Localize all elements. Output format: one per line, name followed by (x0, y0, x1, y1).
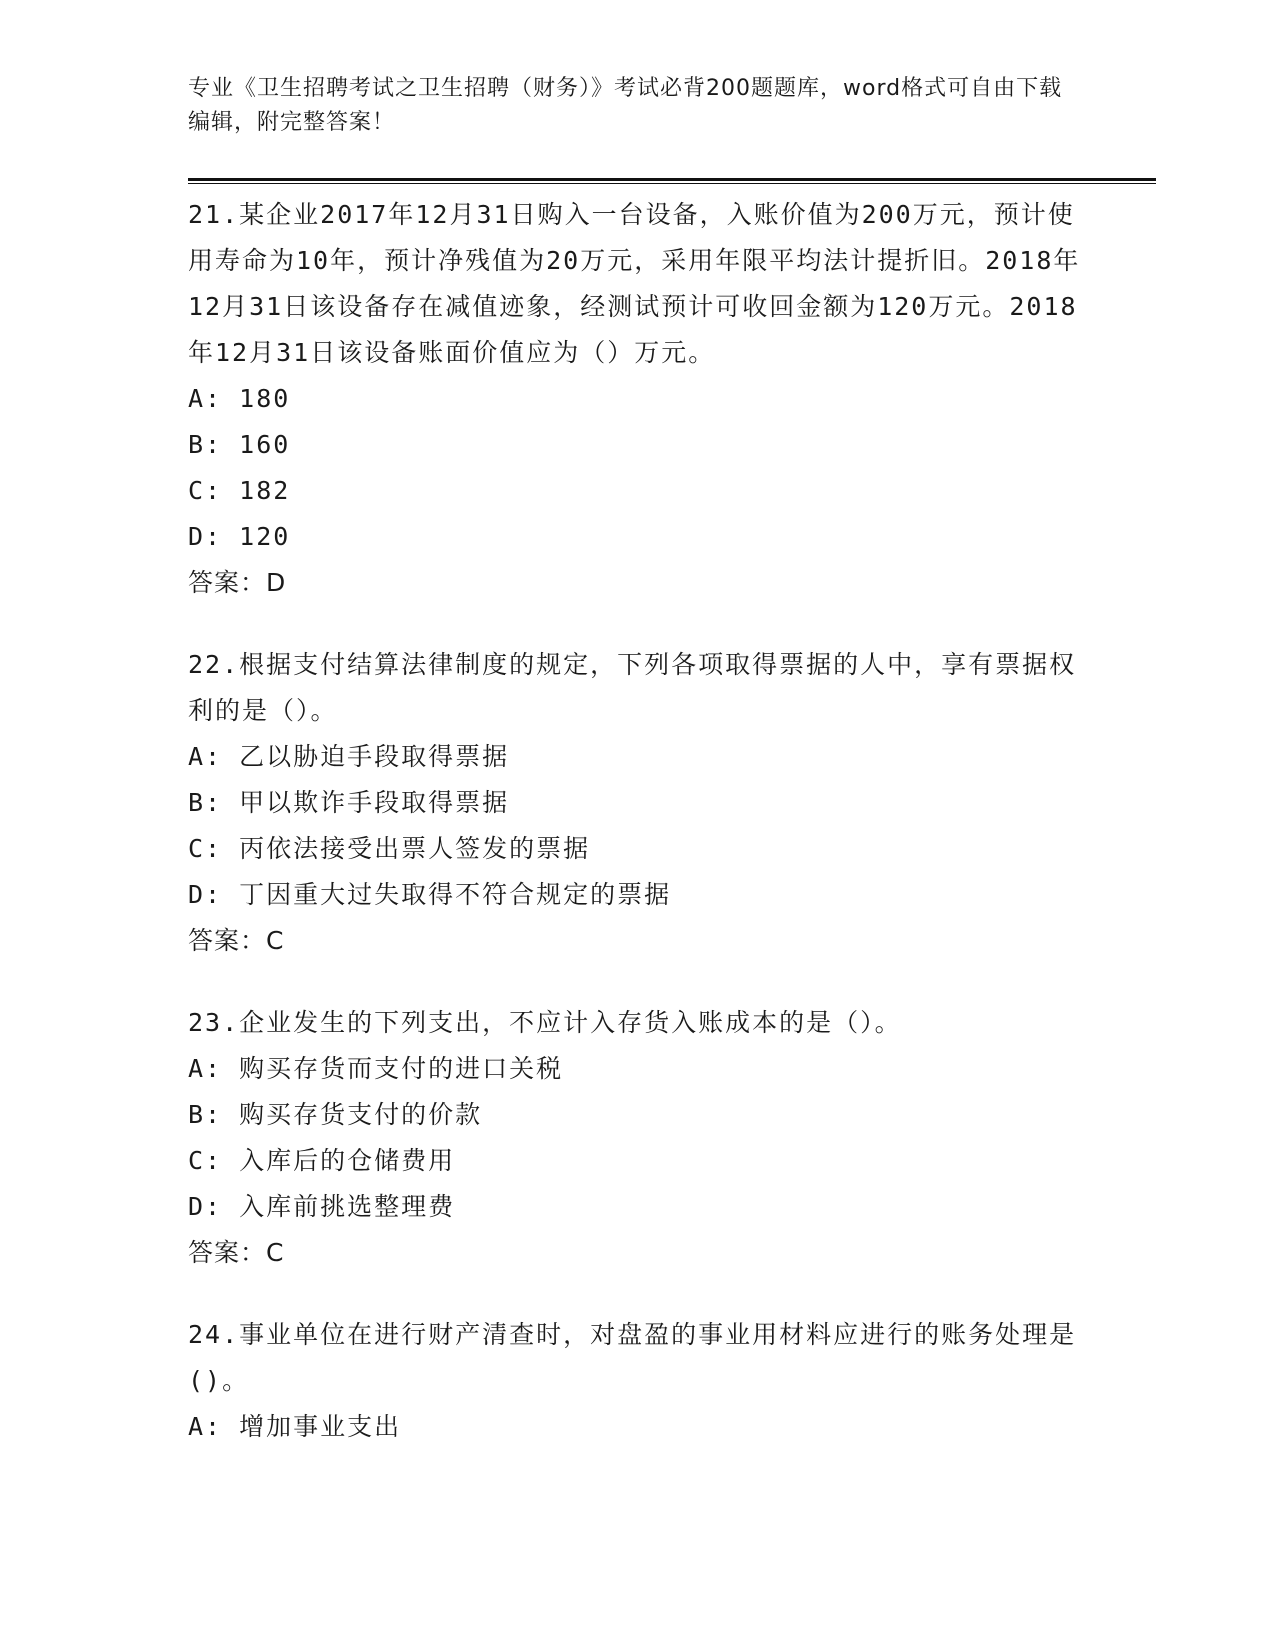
question-stem: 24.事业单位在进行财产清查时，对盘盈的事业用材料应进行的账务处理是()。 (188, 1320, 1077, 1395)
option-c: C: 入库后的仓储费用 (188, 1146, 456, 1175)
option-a: A: 乙以胁迫手段取得票据 (188, 742, 510, 771)
document-header: 专业《卫生招聘考试之卫生招聘（财务）》考试必背200题题库，word格式可自由下载编辑，附完整答案！ (188, 76, 1063, 135)
answer: 答案：D (188, 568, 287, 597)
option-a: A: 180 (188, 384, 291, 413)
answer: 答案：C (188, 1238, 285, 1267)
option-c: C: 丙依法接受出票人签发的票据 (188, 834, 591, 863)
header-divider-thin (188, 183, 1156, 184)
option-c: C: 182 (188, 476, 291, 505)
header-divider-thick (188, 178, 1156, 181)
option-a: A: 增加事业支出 (188, 1412, 402, 1441)
question-stem: 22.根据支付结算法律制度的规定，下列各项取得票据的人中，享有票据权利的是（）。 (188, 650, 1077, 725)
answer: 答案：C (188, 926, 285, 955)
option-a: A: 购买存货而支付的进口关税 (188, 1054, 564, 1083)
option-d: D: 120 (188, 522, 291, 551)
question-23 (188, 1000, 1088, 1276)
question-22 (188, 642, 1088, 964)
question-stem: 21.某企业2017年12月31日购入一台设备，入账价值为200万元，预计使用寿命为10年，预计净残值为20万元，采用年限平均法计提折旧。2018年12月31日该设备存在减值迹象，经测试预计可收回金额为120万元。2018年12月31日该设备账面价值应为（）万元。 (188, 200, 1081, 367)
option-d: D: 入库前挑选整理费 (188, 1192, 456, 1221)
option-d: D: 丁因重大过失取得不符合规定的票据 (188, 880, 672, 909)
question-21 (188, 192, 1088, 606)
question-list (188, 192, 1088, 1486)
option-b: B: 购买存货支付的价款 (188, 1100, 483, 1129)
option-b: B: 甲以欺诈手段取得票据 (188, 788, 510, 817)
question-stem: 23.企业发生的下列支出，不应计入存货入账成本的是（）。 (188, 1008, 902, 1037)
question-24 (188, 1312, 1088, 1450)
option-b: B: 160 (188, 430, 291, 459)
